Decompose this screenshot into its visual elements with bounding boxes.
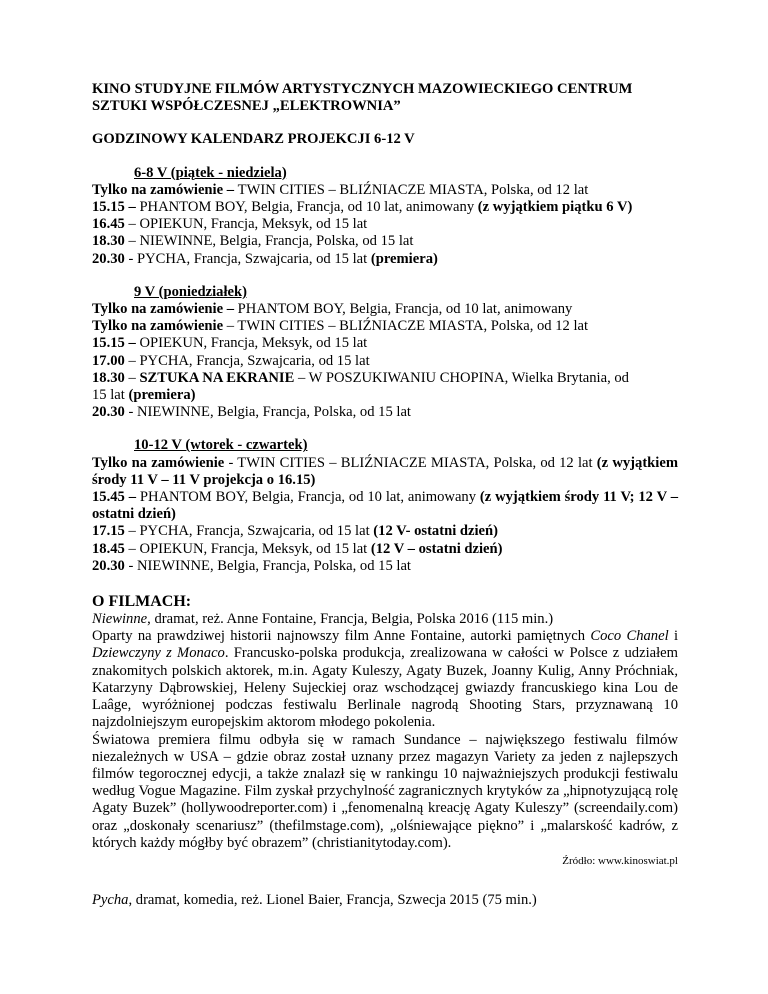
screening-time: 18.45 — [92, 540, 125, 557]
screening-info: – W POSZUKIWANIU CHOPINA, Wielka Brytania, od — [294, 369, 629, 386]
section-heading: 10-12 V (wtorek - czwartek) — [134, 437, 308, 454]
film-reference: Dziewczyny z Monaco — [92, 645, 225, 662]
film-meta: , dramat, reż. Anne Fontaine, Francja, Belgia, Polska 2016 (115 min.) — [147, 611, 554, 628]
schedule-section-10-12 — [92, 437, 678, 575]
screening-info: – PYCHA, Francja, Szwajcaria, od 15 lat — [124, 523, 374, 540]
schedule-row — [92, 199, 678, 216]
document-page — [92, 81, 678, 909]
screening-time: Tylko na zamówienie – — [92, 181, 238, 198]
document-subtitle: GODZINOWY KALENDARZ PROJEKCJI 6-12 V — [92, 131, 415, 148]
title-line-1: KINO STUDYJNE FILMÓW ARTYSTYCZNYCH MAZOWIECKIEGO CENTRUM — [92, 81, 633, 97]
schedule-row — [92, 353, 678, 370]
screening-info: – PYCHA, Francja, Szwajcaria, od 15 lat — [124, 352, 370, 369]
screening-series: SZTUKA NA EKRANIE — [139, 369, 295, 386]
schedule-row — [92, 301, 678, 318]
screening-time: 15.15 – — [92, 199, 140, 216]
screening-info: – TWIN CITIES – BLIŹNIACZE MIASTA, Polska, od 12 lat — [223, 318, 589, 335]
screening-note: (12 V – ostatni dzień) — [370, 540, 503, 557]
screening-time: Tylko na zamówienie – — [92, 301, 238, 318]
screening-note: (premiera) — [128, 387, 196, 404]
schedule-row — [92, 318, 678, 335]
screening-note: (z wyjątkiem piątku 6 V) — [477, 199, 633, 216]
screening-time: 18.30 — [92, 233, 125, 250]
section-heading: 6-8 V (piątek - niedziela) — [134, 164, 287, 181]
screening-time: 18.30 — [92, 369, 125, 386]
screening-time: 17.15 — [92, 523, 125, 540]
schedule-row — [92, 523, 678, 540]
document-title — [92, 81, 678, 115]
screening-time: 15.15 – — [92, 335, 140, 352]
schedule-row — [92, 404, 678, 421]
schedule-section-6-8 — [92, 165, 678, 268]
schedule-row-continued — [92, 387, 678, 404]
film-reviews-paragraph: Światowa premiera filmu odbyła się w ramach Sundance – największego festiwalu filmów niezależnych w USA – gdzie obraz został uznany przez magazyn Variety za jeden z najlepszych filmów tegorocznej edycji, a także znalazł się w rankingu 10 najważniejszych produkcji festiwalu według Vogue Magazine. Film zyskał przychylność zagranicznych krytyków za „hipnotyzującą rolę Agaty Buzek” (hollywoodreporter.com) i „fenomenalną kreację Agaty Kuleszy” (screendaily.com) oraz „doskonały scenariusz” (thefilmstage.com), „olśniewające piękno” i „malarskość kadrów, z których każdy mógłby być obrazem” (christianitytoday.com). — [92, 731, 678, 851]
film-header-pycha — [92, 892, 678, 909]
screening-time: 20.30 — [92, 557, 125, 574]
film-description-paragraph — [92, 628, 678, 731]
screening-info: - PYCHA, Francja, Szwajcaria, od 15 lat — [124, 250, 371, 267]
screening-info: PHANTOM BOY, Belgia, Francja, od 10 lat, animowany — [139, 489, 480, 506]
schedule-row — [92, 233, 678, 250]
screening-time: 20.30 — [92, 404, 125, 421]
screening-note: (12 V- ostatni dzień) — [373, 523, 499, 540]
screening-time: Tylko na zamówienie — [92, 318, 224, 335]
film-header-niewinne — [92, 611, 678, 628]
screening-info: – NIEWINNE, Belgia, Francja, Polska, od 15 lat — [124, 233, 414, 250]
schedule-row — [92, 216, 678, 233]
schedule-row — [92, 541, 678, 558]
schedule-row — [92, 251, 678, 268]
schedule-row — [92, 455, 678, 489]
screening-info: PHANTOM BOY, Belgia, Francja, od 10 lat, animowany — [237, 301, 573, 318]
screening-time: Tylko na zamówienie — [92, 454, 225, 471]
film-reference: Coco Chanel — [590, 628, 669, 645]
screening-info: - NIEWINNE, Belgia, Francja, Polska, od 15 lat — [124, 557, 411, 574]
paragraph-text: i — [668, 628, 678, 645]
films-heading: O FILMACH: — [92, 593, 192, 611]
schedule-row — [92, 335, 678, 352]
screening-note: (premiera) — [370, 250, 438, 267]
screening-time: 15.45 – — [92, 489, 140, 506]
screening-info: PHANTOM BOY, Belgia, Francja, od 10 lat, animowany — [139, 199, 478, 216]
title-line-2: SZTUKI WSPÓŁCZESNEJ „ELEKTROWNIA” — [92, 98, 401, 115]
paragraph-text: . Francusko-polska produkcja, zrealizowana w całości w Polsce z udziałem znakomitych polskich aktorek, m.in. Agaty Kuleszy, Agaty Buzek, Joanny Kulig, Anny Próchniak, Katarzyny Dąbrowskiej, Heleny Sujeckiej oraz wschodzącej gwiazdy francuskiego kina Lou de Laâge, wyróżnionej podczas festiwalu Berlinale nagrodą Shooting Stars, przyznawaną 10 najzdolniejszym europejskim aktorom młodego pokolenia. — [92, 645, 678, 731]
schedule-section-9 — [92, 284, 678, 422]
screening-separator: – — [124, 369, 140, 386]
film-title: Pycha — [92, 891, 129, 908]
film-title: Niewinne — [92, 611, 148, 628]
screening-info: - TWIN CITIES – BLIŹNIACZE MIASTA, Polska, od 12 lat — [224, 454, 597, 471]
screening-info: - NIEWINNE, Belgia, Francja, Polska, od 15 lat — [124, 404, 411, 421]
source-note: Źródło: www.kinoswiat.pl — [562, 854, 678, 867]
screening-info: – OPIEKUN, Francja, Meksyk, od 15 lat — [124, 540, 371, 557]
screening-info: OPIEKUN, Francja, Meksyk, od 15 lat — [139, 335, 368, 352]
schedule-row — [92, 558, 678, 575]
section-heading: 9 V (poniedziałek) — [134, 283, 247, 300]
schedule-row — [92, 182, 678, 199]
screening-note: (z wyjątkiem środy 11 V; 12 V – ostatni dzień) — [92, 489, 678, 523]
screening-info: – OPIEKUN, Francja, Meksyk, od 15 lat — [124, 216, 368, 233]
screening-info: TWIN CITIES – BLIŹNIACZE MIASTA, Polska, od 12 lat — [237, 181, 589, 198]
paragraph-text: Oparty na prawdziwej historii najnowszy film Anne Fontaine, autorki pamiętnych — [92, 628, 591, 645]
schedule-row — [92, 489, 678, 523]
screening-time: 20.30 — [92, 250, 125, 267]
screening-time: 16.45 — [92, 216, 125, 233]
screening-time: 17.00 — [92, 352, 125, 369]
screening-info: 15 lat — [92, 387, 129, 404]
film-meta: , dramat, komedia, reż. Lionel Baier, Francja, Szwecja 2015 (75 min.) — [128, 891, 537, 908]
schedule-row — [92, 370, 678, 387]
screening-note: (z wyjątkiem środy 11 V – 11 V projekcja o 16.15) — [92, 454, 678, 488]
